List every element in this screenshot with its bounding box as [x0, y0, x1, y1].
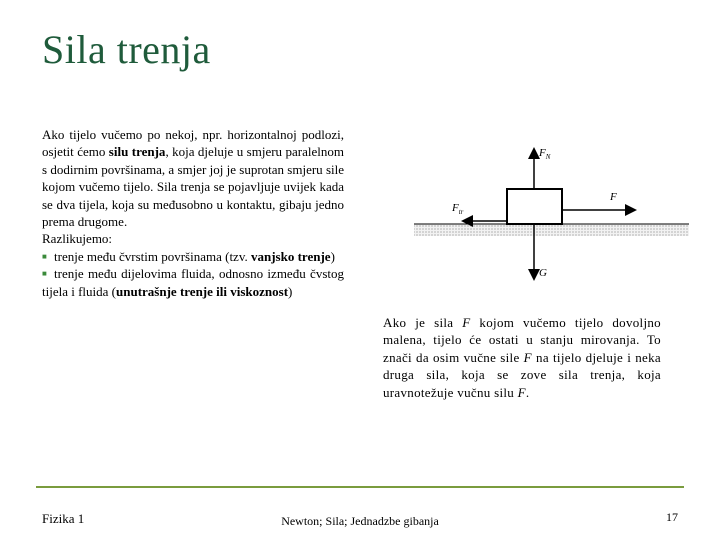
- square-bullet-icon: ■: [42, 251, 47, 261]
- normal-force-label: $F_N$: [539, 147, 551, 161]
- pull-force-label: F: [610, 191, 617, 203]
- distinguish-label: Razlikujemo:: [42, 231, 113, 247]
- square-bullet-icon: ■: [42, 269, 47, 279]
- bullet-item: ■ trenje među čvrstim površinama (tzv. vanjsko trenje): [42, 248, 335, 264]
- friction-force-label: $F_{tr}$: [452, 202, 464, 216]
- intro-paragraph: Ako tijelo vučemo po nekoj, npr. horizontalnoj podlozi, osjetit ćemo silu trenja, koja djeluje u smjeru paralelnom s dodirnim površinama, a smjer joj je suprotan smjeru sile kojom vučemo tijelo. Sila trenja se pojavljuje uvijek kada se dva tijela, koja su međusobno u kontaktu, gibaju jedno prema drugome.: [42, 127, 344, 230]
- weight-force-label: G: [539, 267, 547, 279]
- footer-divider: [36, 486, 684, 488]
- footer-course: Fizika 1: [42, 511, 85, 526]
- slide-title: Sila trenja: [42, 27, 211, 72]
- block: [507, 189, 562, 224]
- friction-force-diagram: [404, 138, 694, 298]
- page-number: 17: [666, 510, 678, 524]
- ground-surface: [414, 224, 689, 236]
- bullet-item: ■ trenje među dijelovima fluida, odnosno između čvstog tijela i fluida (unutrašnje trenje ili viskoznost): [42, 266, 344, 299]
- right-text-block: Ako je sila F kojom vučemo tijelo dovoljno malena, tijelo će ostati u stanju mirovanja. To znači da osim vučne sile F na tijelo djeluje i neka druga sila, koja se zove sila trenja, koja uravnotežuje vučnu silu F.: [383, 315, 661, 400]
- left-text-block: [42, 126, 344, 300]
- footer-topic: Newton; Sila; Jednadzbe gibanja: [281, 514, 439, 528]
